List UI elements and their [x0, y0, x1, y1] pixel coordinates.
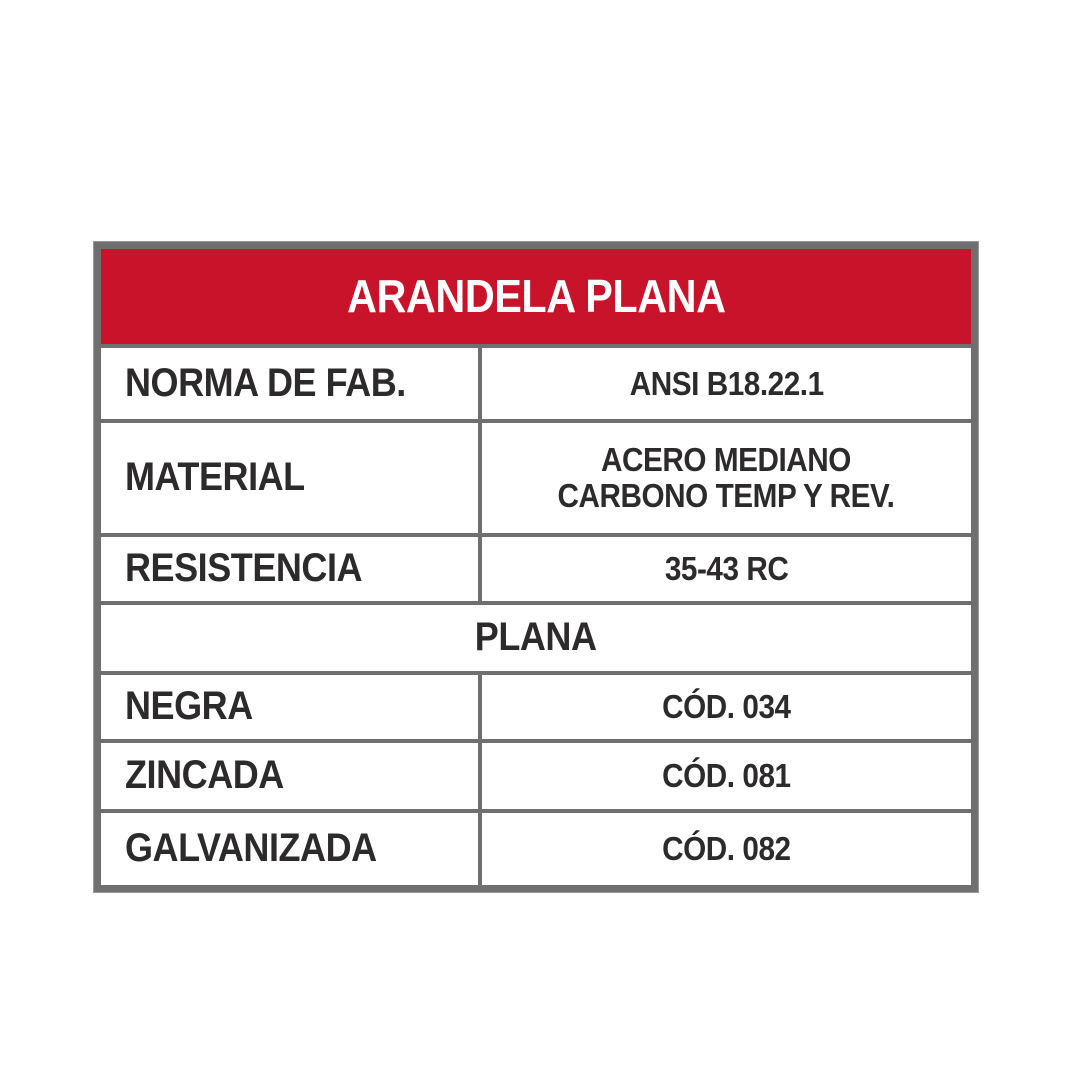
code-row-label-negra: NEGRA — [101, 675, 478, 739]
table-title: ARANDELA PLANA — [346, 269, 726, 322]
section-header-label: PLANA — [475, 615, 597, 660]
code-row-value-galvanizada: CÓD. 082 — [482, 813, 971, 885]
spec-row-label-resistencia: RESISTENCIA — [101, 537, 478, 601]
section-header-row — [101, 605, 971, 671]
code-row-value-negra: CÓD. 034 — [482, 675, 971, 739]
spec-row-label-norma: NORMA DE FAB. — [101, 348, 478, 419]
spec-table — [94, 242, 978, 892]
code-row-label-zincada: ZINCADA — [101, 743, 478, 809]
code-row-label-galvanizada: GALVANIZADA — [101, 813, 478, 885]
spec-row-label-material: MATERIAL — [101, 423, 478, 533]
spec-row-value-norma: ANSI B18.22.1 — [482, 348, 971, 419]
spec-row-value-resistencia: 35-43 RC — [482, 537, 971, 601]
code-row-value-zincada: CÓD. 081 — [482, 743, 971, 809]
table-title-bar — [101, 249, 971, 344]
spec-row-value-material: ACERO MEDIANO CARBONO TEMP Y REV. — [482, 423, 971, 533]
